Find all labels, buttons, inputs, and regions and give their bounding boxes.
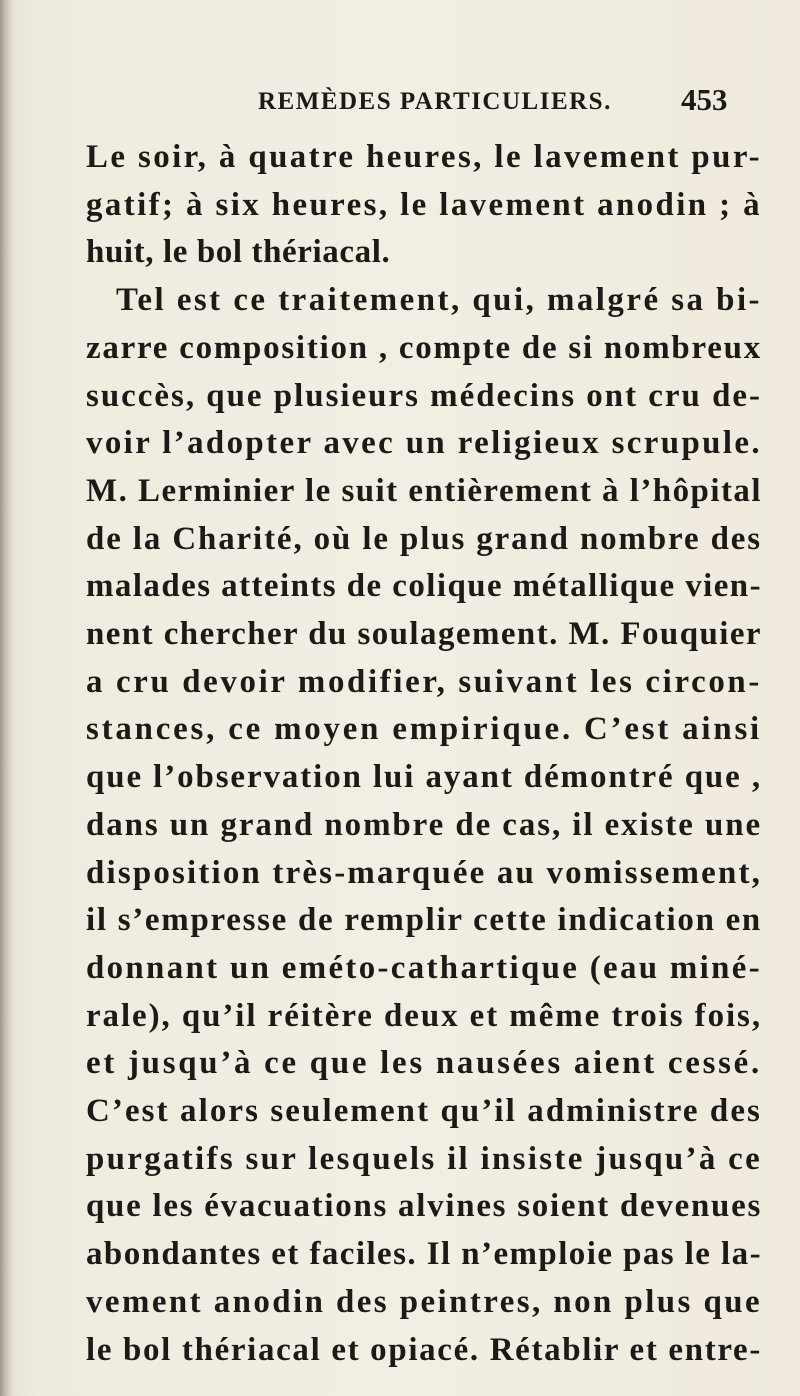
text-line: que l’observation lui ayant démontré que , <box>86 759 762 796</box>
text-line: dans un grand nombre de cas, il existe une <box>86 806 763 843</box>
text-line: gatif; à six heures, le lavement anodin ; à <box>86 186 762 223</box>
text-line: vement anodin des peintres, non plus que <box>86 1283 763 1320</box>
text-line: Tel est ce traitement, qui, malgré sa bi- <box>116 282 763 319</box>
text-line: le bol thériacal et opiacé. Rétablir et entre- <box>86 1331 762 1368</box>
text-line: il s’empresse de remplir cette indication en <box>86 902 762 939</box>
text-line: purgatifs sur lesquels il insiste jusqu’à ce <box>86 1140 763 1177</box>
running-head <box>0 82 800 122</box>
text-line: huit, le bol thériacal. <box>86 234 391 271</box>
text-line: rale), qu’il réitère deux et même trois fois, <box>86 997 763 1034</box>
text-line: C’est alors seulement qu’il administre des <box>86 1093 762 1129</box>
text-line: succès, que plusieurs médecins ont cru de- <box>86 377 763 414</box>
page-gutter <box>0 0 14 1396</box>
text-line: Le soir, à quatre heures, le lavement pur- <box>86 139 763 175</box>
text-line: abondantes et faciles. Il n’emploie pas le la- <box>86 1236 762 1273</box>
text-line: disposition très-marquée au vomissement, <box>86 854 763 891</box>
text-line: a cru devoir modifier, suivant les circon- <box>86 663 762 700</box>
text-line: zarre composition , compte de si nombreux <box>86 329 762 366</box>
text-line: de la Charité, où le plus grand nombre des <box>86 520 762 557</box>
text-line: stances, ce moyen empirique. C’est ainsi <box>86 711 763 748</box>
running-title: REMÈDES PARTICULIERS. <box>258 88 612 115</box>
text-line: voir l’adopter avec un religieux scrupule. <box>86 425 762 462</box>
text-line: nent chercher du soulagement. M. Fouquier <box>86 616 763 652</box>
text-line: et jusqu’à ce que les nausées aient cessé. <box>86 1045 762 1082</box>
text-line: malades atteints de colique métallique vien- <box>86 568 763 605</box>
text-line: donnant un eméto-cathartique (eau miné- <box>86 949 763 986</box>
page-number: 453 <box>681 82 728 117</box>
text-line: que les évacuations alvines soient devenues <box>86 1188 763 1225</box>
text-line: M. Lerminier le suit entièrement à l’hôpital <box>86 472 763 509</box>
